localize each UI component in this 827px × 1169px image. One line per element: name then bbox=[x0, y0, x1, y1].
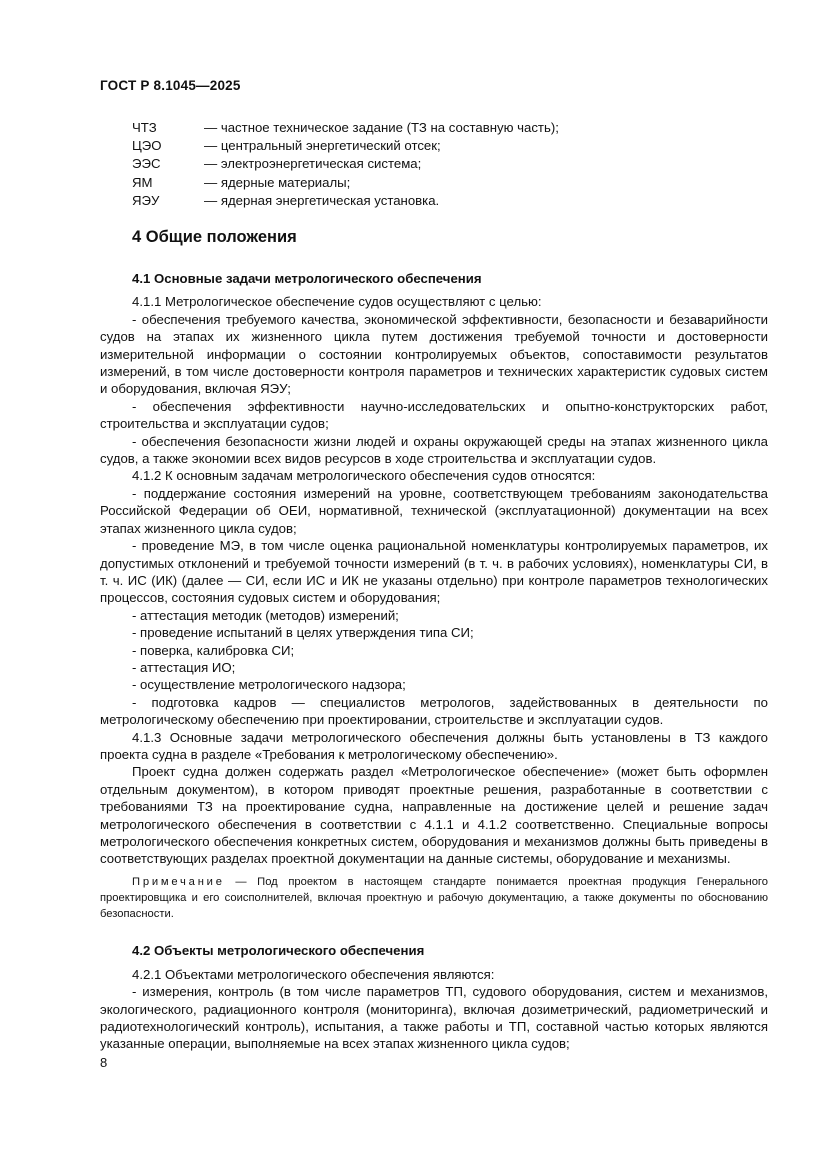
abbreviation-definition: — частное техническое задание (ТЗ на составную часть); bbox=[204, 120, 559, 135]
note-label: Примечание bbox=[132, 875, 225, 888]
abbreviation-definition: — центральный энергетический отсек; bbox=[204, 138, 441, 154]
list-item: - аттестация методик (методов) измерений; bbox=[132, 607, 399, 623]
abbreviation-term: ЯМ bbox=[132, 174, 153, 190]
paragraph: Проект судна должен содержать раздел «Метрологическое обеспечение» (может быть оформлен отдельным документом), в котором приводят проектные решения, разработанные в соответствии с требованиями ТЗ на проектирование судна, направленные на достижение целей и решение задач метрологического обеспечения в соответствии с 4.1.1 и 4.1.2 соответственно. Специальные вопросы метрологического обеспечения конкретных систем, оборудования и механизмов должны быть приведены в соответствующих разделах проектной документации на данные системы, оборудование и механизмы. bbox=[100, 764, 768, 867]
abbreviation-term: ЭЭС bbox=[132, 156, 161, 172]
abbreviation-row bbox=[132, 174, 559, 192]
abbreviation-term: ЧТЗ bbox=[132, 120, 157, 135]
abbreviation-definition: — ядерная энергетическая установка. bbox=[204, 192, 440, 208]
list-item: - обеспечения требуемого качества, экономической эффективности, безопасности и безаварийности судов на этапах их жизненного цикла путем достижения требуемой точности и достоверности измерительной информации о состоянии контролируемых объектов, сопоставимости результатов измерений, в том числе достоверности контроля параметров и технических характеристик судовых систем и оборудования, включая ЯЭУ; bbox=[100, 311, 768, 397]
list-item: - измерения, контроль (в том числе параметров ТП, судового оборудования, систем и механизмов, экологического, радиационного контроля (мониторинга), включая дозиметрический, радиометрический и радиотехнологический контроль), испытания, а также работы и ТП, составной частью которых являются указанные операции, выполняемые на всех этапах жизненного цикла судов; bbox=[100, 984, 768, 1052]
abbreviation-row bbox=[132, 137, 559, 155]
abbreviation-definition: — электроэнергетическая система; bbox=[204, 156, 422, 172]
list-item: - проведение МЭ, в том числе оценка рациональной номенклатуры контролируемых параметров, их допустимых отклонений и требуемой точности измерений (в т. ч. в рабочих условиях), номенклатуры СИ, в т. ч. ИС (ИК) (далее — СИ, если ИС и ИК не указаны отдельно) при контроле параметров технологических процессов, состояния судовых систем и оборудования; bbox=[100, 538, 768, 606]
paragraph-4-2-1: 4.2.1 Объектами метрологического обеспечения являются: bbox=[132, 966, 495, 982]
section-body bbox=[100, 226, 768, 1053]
section-heading: 4 Общие положения bbox=[132, 228, 297, 246]
page-number: 8 bbox=[100, 1055, 108, 1070]
subsection-heading-4-2: 4.2 Объекты метрологического обеспечения bbox=[132, 943, 425, 959]
abbreviation-term: ЦЭО bbox=[132, 138, 162, 154]
list-item: - аттестация ИО; bbox=[132, 659, 236, 675]
abbreviation-term: ЯЭУ bbox=[132, 192, 160, 208]
paragraph-4-1-2: 4.1.2 К основным задачам метрологического обеспечения судов относятся: bbox=[132, 468, 596, 484]
document-header: ГОСТ Р 8.1045—2025 bbox=[100, 78, 241, 93]
list-item: - проведение испытаний в целях утверждения типа СИ; bbox=[132, 625, 474, 641]
paragraph-4-1-3: 4.1.3 Основные задачи метрологического обеспечения должны быть установлены в ТЗ каждого проекта судна в разделе «Требования к метрологическому обеспечению». bbox=[100, 729, 768, 762]
list-item: - осуществление метрологического надзора; bbox=[132, 677, 406, 693]
list-item: - поверка, калибровка СИ; bbox=[132, 642, 295, 658]
list-item: - поддержание состояния измерений на уровне, соответствующем требованиям законодательства Российской Федерации об ОЕИ, нормативной, технической (эксплуатационной) документации на всех этапах жизненного цикла судов; bbox=[100, 485, 768, 536]
abbreviation-row bbox=[132, 155, 559, 173]
abbreviation-list bbox=[132, 119, 559, 210]
subsection-heading-4-1: 4.1 Основные задачи метрологического обеспечения bbox=[132, 271, 482, 286]
list-item: - обеспечения безопасности жизни людей и охраны окружающей среды на этапах жизненного цикла судов, а также экономии всех видов ресурсов в ходе строительства и эксплуатации судов. bbox=[100, 433, 768, 467]
paragraph-4-1-1: 4.1.1 Метрологическое обеспечение судов осуществляют с целью: bbox=[132, 294, 542, 310]
list-item: - обеспечения эффективности научно-исследовательских и опытно-конструкторских работ, строительства и эксплуатации судов; bbox=[100, 398, 768, 432]
note-text: — Под проектом в настоящем стандарте понимается проектная продукция Генерального проектировщика и его соисполнителей, включая проектную и рабочую документацию, а также документы по обоснованию безопасности. bbox=[100, 875, 768, 921]
note bbox=[100, 874, 768, 923]
abbreviation-definition: — ядерные материалы; bbox=[204, 174, 351, 190]
abbreviation-row bbox=[132, 192, 559, 210]
abbreviation-row bbox=[132, 119, 559, 137]
list-item: - подготовка кадров — специалистов метрологов, задействованных в деятельности по метрологическому обеспечению при проектировании, строительстве и эксплуатации судов. bbox=[100, 694, 768, 728]
